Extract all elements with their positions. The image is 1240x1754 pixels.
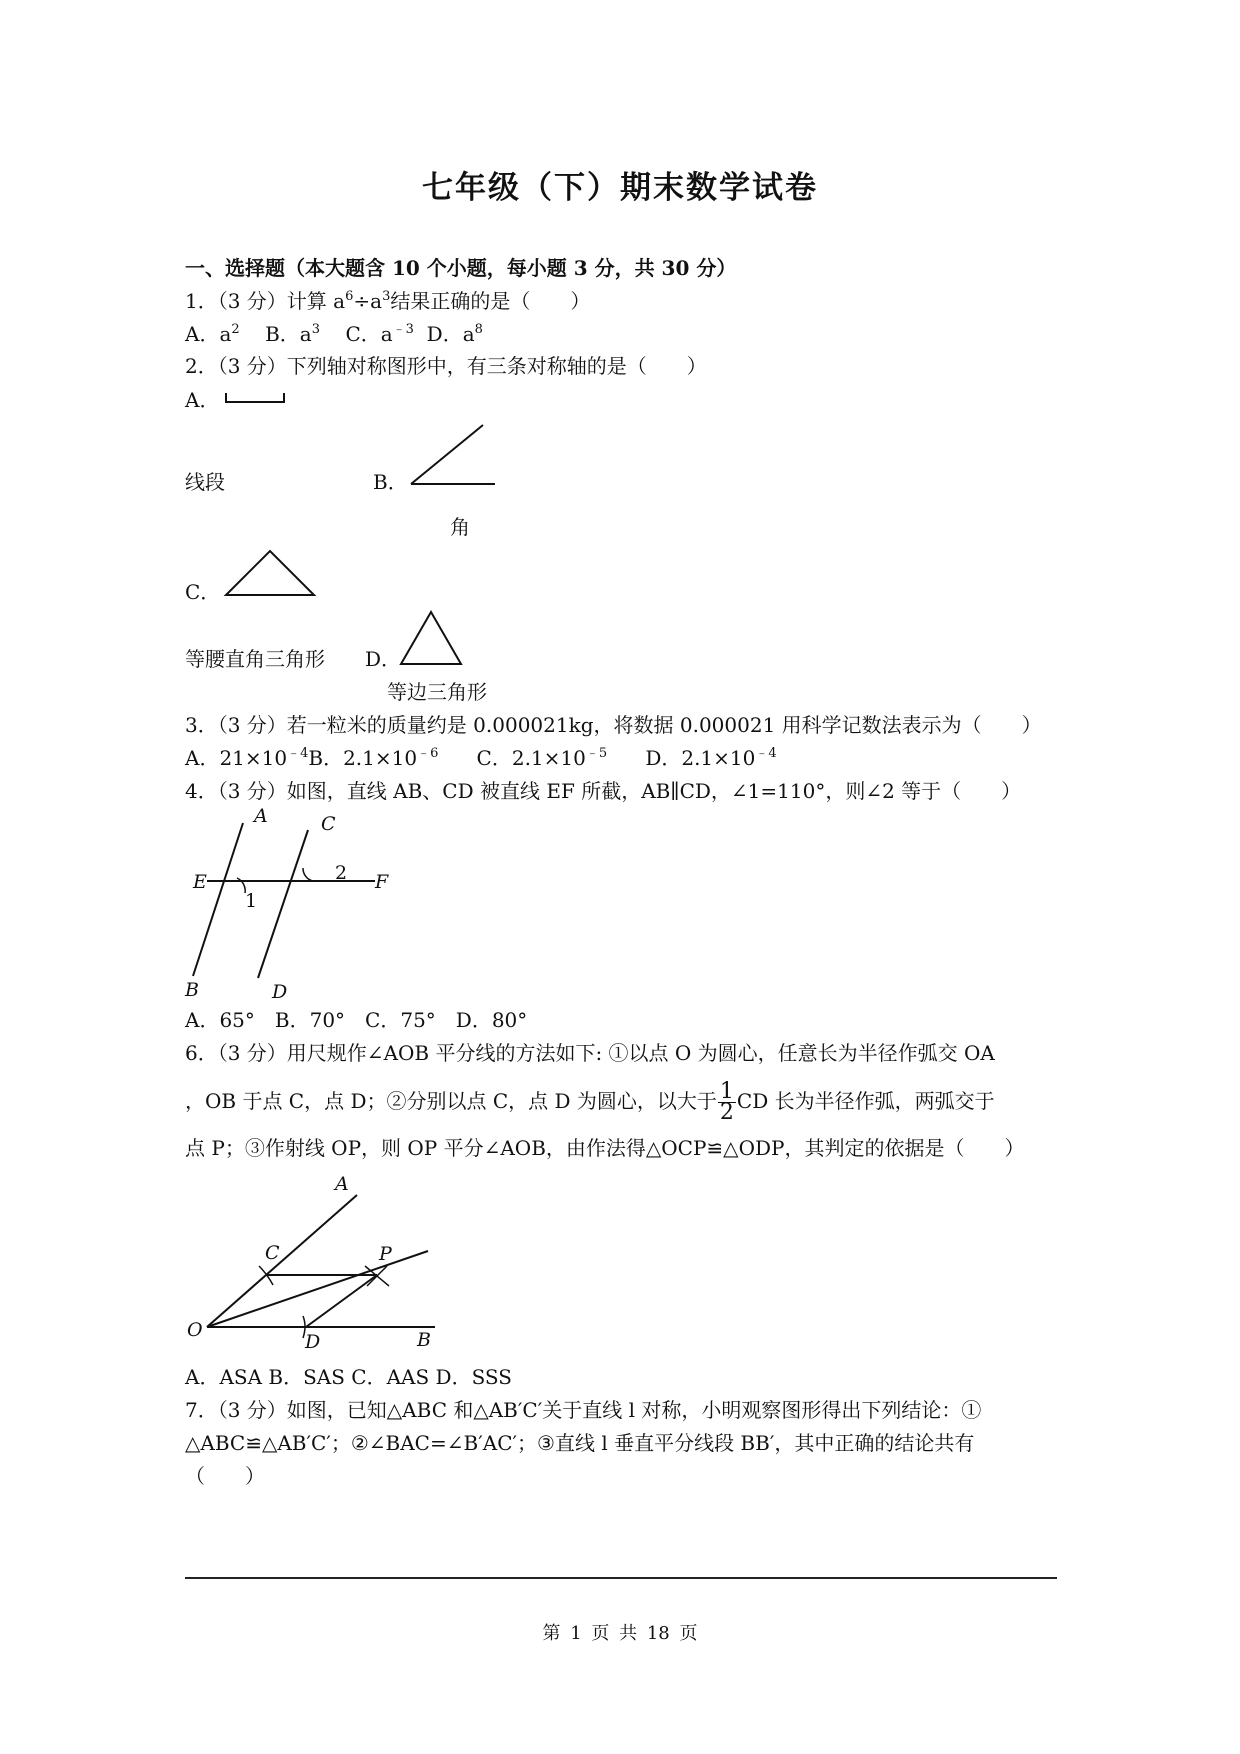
question-2-stem: 2．（3 分）下列轴对称图形中，有三条对称轴的是（ ） xyxy=(185,354,707,378)
angle-1-label: 1 xyxy=(245,890,258,912)
question-7-line-3: （ ） xyxy=(185,1464,265,1488)
label-b: B xyxy=(185,979,199,1001)
question-2-caption-b: 角 xyxy=(450,515,470,539)
angle-figure xyxy=(405,420,500,490)
label-p: P xyxy=(379,1243,392,1265)
parallel-lines-figure xyxy=(185,805,405,1003)
label-d: D xyxy=(272,981,288,1003)
question-2-option-b-label: B． xyxy=(373,470,408,494)
label-d: D xyxy=(305,1331,321,1353)
label-o: O xyxy=(187,1319,203,1341)
question-6-line-3: 点 P；③作射线 OP，则 OP 平分∠AOB，由作法得△OCP≌△ODP，其判定的依据是（ ） xyxy=(185,1136,1025,1160)
question-2-option-d-label: D． xyxy=(365,647,402,671)
label-a: A xyxy=(254,805,268,827)
question-4-options: A．65° B．70° C．75° D．80° xyxy=(185,1008,528,1032)
question-7-line-1: 7．（3 分）如图，已知△ABC 和△AB′C′关于直线 l 对称，小明观察图形得出下列结论：① xyxy=(185,1398,982,1422)
question-2-caption-d: 等边三角形 xyxy=(387,680,487,704)
footer-rule xyxy=(185,1577,1057,1579)
question-3-options: A．$21\times 10^{﹣4}B$．$2.1\times 10^{﹣6}$ C．$2.1\times 10^{﹣5}$ D．$2.1\times 10^{﹣4}$ xyxy=(185,746,777,770)
label-b: B xyxy=(417,1329,431,1351)
angle-2-label: 2 xyxy=(335,862,348,884)
question-2-option-c-label: C． xyxy=(185,580,221,604)
question-2-option-a-label: A． xyxy=(185,388,220,412)
isosceles-right-triangle-figure xyxy=(220,545,320,601)
label-c: C xyxy=(265,1242,280,1264)
question-1-options: A．$a^2$ B．$a^3$ C．$a^{﹣3}$ D．$a^8$ xyxy=(185,322,483,346)
section-heading: 一、选择题（本大题含 10 个小题，每小题 3 分，共 30 分） xyxy=(185,256,737,280)
question-6-line-2: ，OB 于点 C，点 D；②分别以点 C，点 D 为圆心，以大于 $\frac{1}{2}$ CD 长为半径作弧，两弧交于 xyxy=(185,1079,995,1125)
fraction-one-half: $\frac{1}{2}$ xyxy=(719,1079,734,1125)
equilateral-triangle-figure xyxy=(395,606,475,672)
question-2-caption-c: 等腰直角三角形 xyxy=(185,647,325,671)
question-2-caption-a: 线段 xyxy=(185,470,225,494)
label-a: A xyxy=(335,1173,349,1195)
label-e: E xyxy=(193,871,207,893)
line-segment-figure xyxy=(220,390,290,410)
question-7-line-2: △ABC≌△AB′C′；②∠BAC=∠B′AC′；③直线 l 垂直平分线段 BB′，其中正确的结论共有 xyxy=(185,1431,975,1455)
question-4-stem: 4．（3 分）如图，直线 AB、CD 被直线 EF 所截，AB∥CD，∠1=110°，则∠2 等于（ ） xyxy=(185,779,1022,803)
page-title: 七年级（下）期末数学试卷 xyxy=(422,170,818,206)
question-3-stem: 3．（3 分）若一粒米的质量约是 0.000021kg，将数据 0.000021 用科学记数法表示为（ ） xyxy=(185,713,1042,737)
question-1-stem: 1．（3 分）计算 $a^6\div a^3$结果正确的是（ ） xyxy=(185,289,591,313)
question-6-options: A．ASA B．SAS C．AAS D．SSS xyxy=(185,1365,512,1389)
angle-bisector-figure xyxy=(185,1170,445,1355)
page-number-footer: 第 1 页 共 18 页 xyxy=(542,1623,698,1644)
label-f: F xyxy=(375,871,389,893)
label-c: C xyxy=(321,813,336,835)
question-6-line-1: 6．（3 分）用尺规作∠AOB 平分线的方法如下: ①以点 O 为圆心，任意长为半径作弧交 OA xyxy=(185,1041,995,1065)
